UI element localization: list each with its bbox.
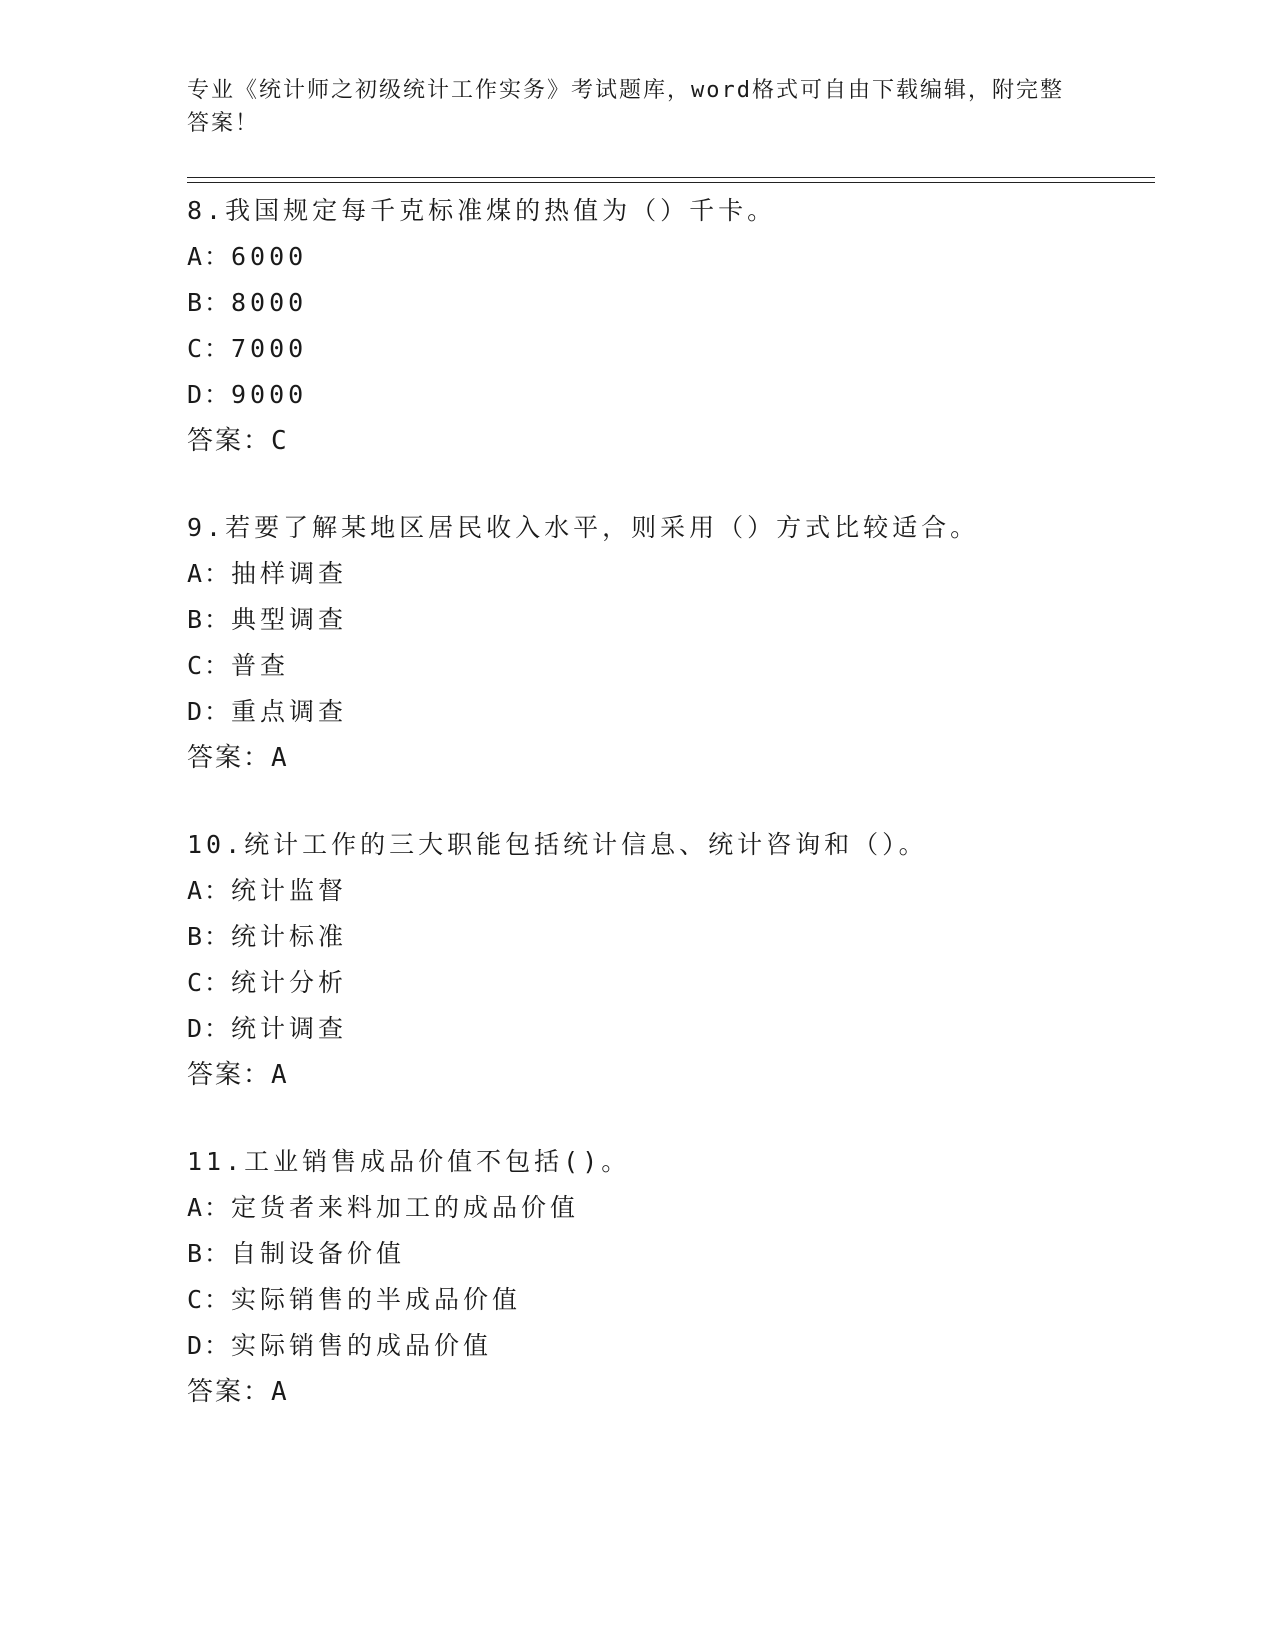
header-divider-bottom — [187, 182, 1155, 183]
option-key: A： — [187, 242, 232, 271]
option-text: 典型调查 — [231, 605, 348, 634]
answer-label: 答案： — [187, 1377, 272, 1407]
answer-value: A — [271, 743, 289, 773]
option-text: 自制设备价值 — [231, 1239, 406, 1268]
option-text: 抽样调查 — [231, 559, 348, 588]
option-key: B： — [187, 288, 232, 317]
option-key: A： — [187, 876, 232, 905]
option-b — [187, 914, 1155, 960]
document-header: 专业《统计师之初级统计工作实务》考试题库，word格式可自由下载编辑，附完整答案！ — [187, 78, 1064, 136]
option-text: 8000 — [231, 288, 308, 317]
option-key: B： — [187, 922, 232, 951]
option-key: D： — [187, 1331, 232, 1360]
answer-label: 答案： — [187, 1060, 272, 1090]
question-stem: 8.我国规定每千克标准煤的热值为（）千卡。 — [187, 196, 777, 225]
option-text: 7000 — [231, 334, 308, 363]
question-list — [187, 188, 1155, 1456]
header-divider-top — [187, 177, 1155, 178]
question-stem: 9.若要了解某地区居民收入水平，则采用（）方式比较适合。 — [187, 513, 980, 542]
question-item — [187, 188, 1155, 464]
question-item — [187, 1139, 1155, 1415]
option-text: 实际销售的成品价值 — [231, 1331, 493, 1360]
answer-value: C — [271, 426, 289, 456]
question-item — [187, 822, 1155, 1098]
option-text: 定货者来料加工的成品价值 — [231, 1193, 580, 1222]
option-key: D： — [187, 1014, 232, 1043]
option-c — [187, 960, 1155, 1006]
option-key: C： — [187, 651, 232, 680]
option-a — [187, 551, 1155, 597]
option-b — [187, 280, 1155, 326]
option-text: 统计分析 — [231, 968, 348, 997]
answer-value: A — [271, 1377, 289, 1407]
question-stem: 10.统计工作的三大职能包括统计信息、统计咨询和（）。 — [187, 830, 928, 859]
answer-line — [187, 418, 1155, 464]
answer-label: 答案： — [187, 426, 272, 456]
option-text: 统计调查 — [231, 1014, 348, 1043]
option-d — [187, 372, 1155, 418]
answer-value: A — [271, 1060, 289, 1090]
option-text: 统计标准 — [231, 922, 348, 951]
option-d — [187, 1006, 1155, 1052]
option-d — [187, 1323, 1155, 1369]
answer-line — [187, 1369, 1155, 1415]
answer-line — [187, 735, 1155, 781]
option-key: C： — [187, 334, 232, 363]
option-key: B： — [187, 1239, 232, 1268]
option-text: 统计监督 — [231, 876, 348, 905]
option-d — [187, 689, 1155, 735]
option-text: 实际销售的半成品价值 — [231, 1285, 522, 1314]
option-key: A： — [187, 1193, 232, 1222]
option-text: 6000 — [231, 242, 308, 271]
answer-label: 答案： — [187, 743, 272, 773]
option-c — [187, 326, 1155, 372]
option-text: 9000 — [231, 380, 308, 409]
option-b — [187, 1231, 1155, 1277]
question-item — [187, 505, 1155, 781]
question-stem: 11.工业销售成品价值不包括()。 — [187, 1147, 631, 1176]
option-key: C： — [187, 1285, 232, 1314]
option-a — [187, 868, 1155, 914]
option-text: 重点调查 — [231, 697, 348, 726]
option-key: B： — [187, 605, 232, 634]
option-b — [187, 597, 1155, 643]
option-key: C： — [187, 968, 232, 997]
option-c — [187, 643, 1155, 689]
option-a — [187, 1185, 1155, 1231]
answer-line — [187, 1052, 1155, 1098]
option-key: A： — [187, 559, 232, 588]
option-a — [187, 234, 1155, 280]
option-key: D： — [187, 380, 232, 409]
option-text: 普查 — [231, 651, 290, 680]
option-c — [187, 1277, 1155, 1323]
option-key: D： — [187, 697, 232, 726]
